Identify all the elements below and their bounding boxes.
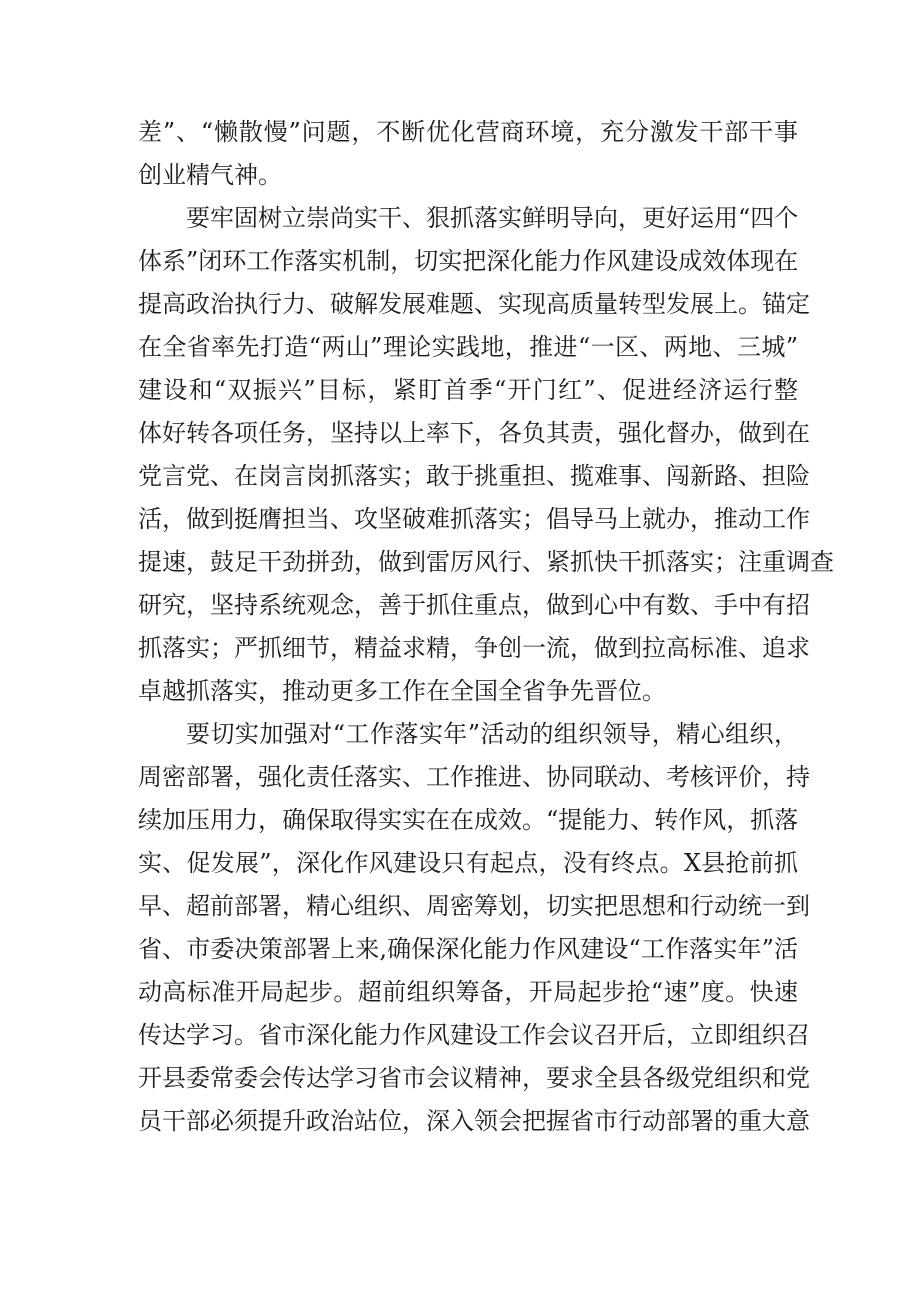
text-line: 提高政治执行力、破解发展难题、实现高质量转型发展上。锚定 xyxy=(138,290,810,318)
paragraph-start-line: 要牢固树立崇尚实干、狠抓落实鲜明导向，更好运用“四个 xyxy=(186,204,799,232)
text-line: 续加压用力，确保取得实实在在成效。“提能力、转作风，抓落 xyxy=(138,806,799,834)
text-line: 开县委常委会传达学习省市会议精神，要求全县各级党组织和党 xyxy=(138,1064,810,1092)
text-line: 研究，坚持系统观念，善于抓住重点，做到心中有数、手中有招 xyxy=(138,591,810,619)
text-line: 早、超前部署，精心组织、周密筹划，切实把思想和行动统一到 xyxy=(138,892,810,920)
text-line: 党言党、在岗言岗抓落实；敢于挑重担、揽难事、闯新路、担险 xyxy=(138,462,810,490)
text-line: 差”、“懒散慢”问题，不断优化营商环境，充分激发干部干事 xyxy=(138,118,798,146)
paragraph-end-line: 创业精气神。 xyxy=(138,161,282,189)
paragraph-end-line: 卓越抓落实，推动更多工作在全国全省争先晋位。 xyxy=(138,677,666,705)
body-text xyxy=(138,111,834,1143)
text-line: 抓落实；严抓细节，精益求精，争创一流，做到拉高标准、追求 xyxy=(138,634,810,662)
text-line: 体好转各项任务，坚持以上率下，各负其责，强化督办，做到在 xyxy=(138,419,810,447)
text-line: 活，做到挺膺担当、攻坚破难抓落实；倡导马上就办，推动工作 xyxy=(138,505,810,533)
text-line: 员干部必须提升政治站位，深入领会把握省市行动部署的重大意 xyxy=(138,1107,810,1135)
text-line: 体系”闭环工作落实机制，切实把深化能力作风建设成效体现在 xyxy=(138,247,799,275)
text-line: 省、市委决策部署上来,确保深化能力作风建设“工作落实年”活 xyxy=(138,935,798,963)
text-line: 传达学习。省市深化能力作风建设工作会议召开后，立即组织召 xyxy=(138,1021,810,1049)
text-line: 提速，鼓足干劲拼劲，做到雷厉风行、紧抓快干抓落实；注重调查 xyxy=(138,548,834,576)
text-line: 在全省率先打造“两山”理论实践地，推进“一区、两地、三城” xyxy=(138,333,798,361)
text-line: 周密部署，强化责任落实、工作推进、协同联动、考核评价，持 xyxy=(138,763,810,791)
text-line: 建设和“双振兴”目标，紧盯首季“开门红”、促进经济运行整 xyxy=(138,376,798,404)
paragraph-start-line: 要切实加强对“工作落实年”活动的组织领导，精心组织， xyxy=(186,720,798,748)
text-line: 动高标准开局起步。超前组织筹备，开局起步抢“速”度。快速 xyxy=(138,978,798,1006)
text-line: 实、促发展”，深化作风建设只有起点，没有终点。X县抢前抓 xyxy=(138,849,798,877)
